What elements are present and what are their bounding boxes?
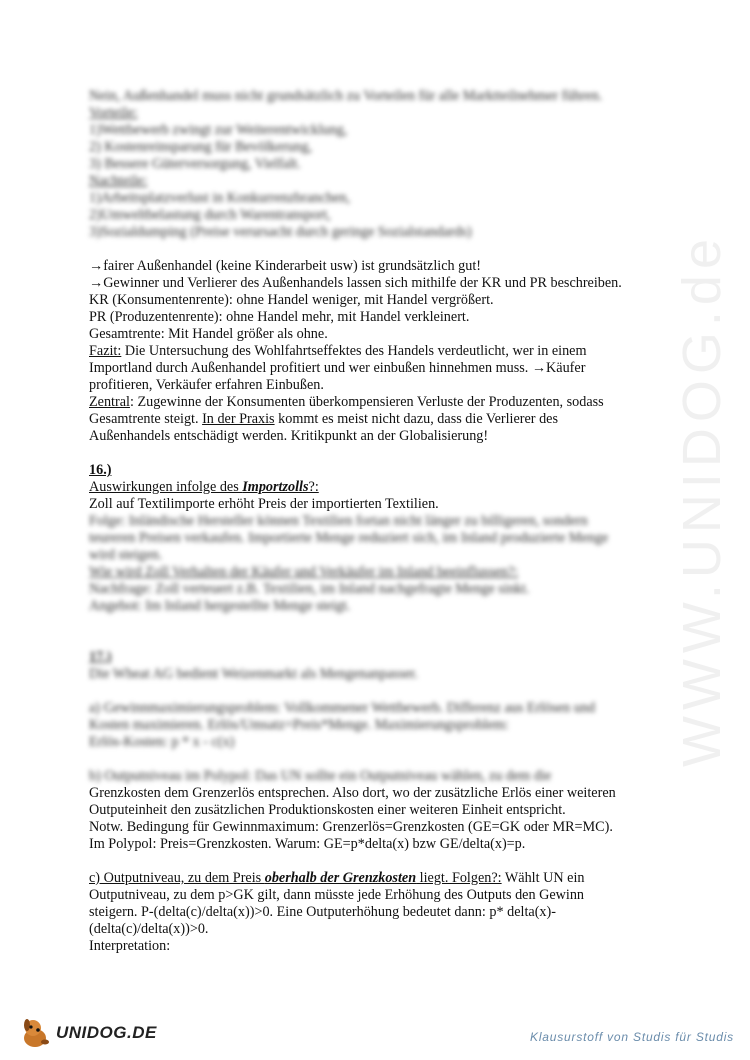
question-prefix: Auswirkungen infolge des bbox=[89, 479, 243, 495]
section-b bbox=[89, 785, 679, 853]
blurred-line: teureren Preisen verkaufen. Importierte Menge reduziert sich, im Inland produzierte Menge bbox=[89, 530, 609, 546]
text-line bbox=[89, 411, 679, 428]
question-suffix: liegt. Folgen?: bbox=[416, 870, 502, 886]
blurred-line: Die Wheat AG bedient Weizenmarkt als Mengenanpasser. bbox=[89, 666, 418, 682]
text-line: →fairer Außenhandel (keine Kinderarbeit usw) ist grundsätzlich gut! bbox=[89, 258, 481, 274]
blurred-line: Nachfrage: Zoll verteuert z.B. Textilien, im Inland nachgefragte Menge sinkt. bbox=[89, 581, 530, 597]
blurred-line: b) Outputniveau im Polypol: Das UN sollte ein Outputniveau wählen, zu dem die bbox=[89, 768, 552, 784]
question-line bbox=[89, 870, 679, 887]
unidog-logo[interactable] bbox=[18, 1016, 157, 1050]
blurred-line: 3)Sozialdumping (Preise verursacht durch geringe Sozialstandards) bbox=[89, 224, 472, 240]
blurred-line: Kosten maximieren. Erlös/Umsatz=Preis*Menge. Maximierungsproblem: bbox=[89, 717, 509, 733]
fazit-text: Die Untersuchung des Wohlfahrtseffektes des Handels verdeutlicht, wer in einem bbox=[121, 343, 587, 359]
text-line: →Gewinner und Verlierer des Außenhandels lassen sich mithilfe der KR und PR beschreiben. bbox=[89, 275, 622, 291]
blurred-line: 2)Umweltbelastung durch Warentransport, bbox=[89, 207, 331, 223]
text-line: Notw. Bedingung für Gewinnmaximum: Grenzerlös=Grenzkosten (GE=GK oder MR=MC). bbox=[89, 819, 613, 835]
text-line: KR (Konsumentenrente): ohne Handel weniger, mit Handel vergrößert. bbox=[89, 292, 494, 308]
blurred-line: Erlös-Kosten: p * x - c(x) bbox=[89, 734, 235, 750]
blurred-17-block bbox=[89, 649, 679, 785]
blurred-line: Folge: Inländische Hersteller können Textilien fortan nicht länger zu billigeren, sondern bbox=[89, 513, 588, 529]
blurred-line: 1)Arbeitsplatzverlust in Konkurrenzbranchen, bbox=[89, 190, 351, 206]
footer-tagline: Klausurstoff von Studis für Studis bbox=[530, 1030, 734, 1044]
blurred-top-block bbox=[89, 88, 679, 241]
welfare-section bbox=[89, 258, 679, 445]
document-body bbox=[89, 88, 679, 955]
text-line: Im Polypol: Preis=Grenzkosten. Warum: GE=p*delta(x) bzw GE/delta(x)=p. bbox=[89, 836, 526, 852]
question-prefix: c) Outputniveau, zu dem Preis bbox=[89, 870, 265, 886]
question-keyword: oberhalb der Grenzkosten bbox=[264, 870, 417, 886]
blurred-line: Angebot: Im Inland hergestellte Menge steigt. bbox=[89, 598, 351, 614]
text-line: Außenhandels entschädigt werden. Kritikpunkt an der Globalisierung! bbox=[89, 428, 489, 444]
text-line: (delta(c)/delta(x))>0. bbox=[89, 921, 209, 937]
question-line bbox=[89, 479, 679, 496]
zentral-label: Zentral bbox=[89, 394, 130, 410]
dog-icon bbox=[18, 1016, 52, 1050]
text-line: Outputeinheit den zusätzlichen Produktionskosten einer weiteren Einheit entspricht. bbox=[89, 802, 566, 818]
logo-text: UNIDOG.DE bbox=[56, 1023, 157, 1042]
text-line: Gesamtrente: Mit Handel größer als ohne. bbox=[89, 326, 328, 342]
text-line: profitieren, Verkäufer erfahren Einbußen. bbox=[89, 377, 324, 393]
text-span: kommt es meist nicht dazu, dass die Verlierer des bbox=[274, 411, 558, 427]
blurred-line: 17.) bbox=[89, 649, 112, 665]
blurred-line: 2) Kostenreinsparung für Bevölkerung, bbox=[89, 139, 313, 155]
blurred-line: 3) Bessere Güterversorgung, Vielfalt. bbox=[89, 156, 301, 172]
question-keyword: Importzolls bbox=[242, 479, 309, 495]
blurred-line: Vorteile: bbox=[89, 105, 138, 121]
section-heading: 16.) bbox=[89, 462, 112, 478]
text-line: Importland durch Außenhandel profitiert und wer einbußen hinnehmen muss. →Käufer bbox=[89, 360, 586, 376]
section-c bbox=[89, 870, 679, 955]
fazit-label: Fazit: bbox=[89, 343, 122, 359]
zentral-line bbox=[89, 394, 679, 411]
zentral-text: : Zugewinne der Konsumenten überkompensieren Verluste der Produzenten, sodass bbox=[129, 394, 604, 410]
question-suffix: ?: bbox=[308, 479, 319, 495]
text-span: Wählt UN ein bbox=[501, 870, 585, 886]
text-line: steigern. P-(delta(c)/delta(x))>0. Eine Outputerhöhung bedeutet dann: p* delta(x)- bbox=[89, 904, 556, 920]
text-line: Zoll auf Textilimporte erhöht Preis der importierten Textilien. bbox=[89, 496, 439, 512]
blurred-line: wird steigen. bbox=[89, 547, 163, 563]
text-line: Grenzkosten dem Grenzerlös entsprechen. Also dort, wo der zusätzliche Erlös einer weiteren bbox=[89, 785, 616, 801]
blurred-line: 1)Wettbewerb zwingt zur Weiterentwicklung, bbox=[89, 122, 348, 138]
section-16 bbox=[89, 462, 679, 513]
text-line: Outputniveau, zu dem p>GK gilt, dann müsste jede Erhöhung des Outputs den Gewinn bbox=[89, 887, 585, 903]
text-span: Gesamtrente steigt. bbox=[89, 411, 203, 427]
blurred-line: Wie wird Zoll Verhalten der Käufer und Verkäufer im Inland beeinflussen?: bbox=[89, 564, 519, 580]
praxis-label: In der Praxis bbox=[202, 411, 275, 427]
blurred-line: a) Gewinnmaximierungsproblem: Vollkommener Wettbewerb. Differenz aus Erlösen und bbox=[89, 700, 596, 716]
fazit-line bbox=[89, 343, 679, 360]
blurred-mid-block bbox=[89, 513, 679, 615]
blurred-line: Nachteile: bbox=[89, 173, 148, 189]
text-line: Interpretation: bbox=[89, 938, 171, 954]
watermark: WWW.UNIDOG.de bbox=[672, 233, 732, 767]
blurred-line: Nein, Außenhandel muss nicht grundsätzlich zu Vorteilen für alle Marktteilnehmer führen. bbox=[89, 88, 603, 104]
text-line: PR (Produzentenrente): ohne Handel mehr, mit Handel verkleinert. bbox=[89, 309, 470, 325]
